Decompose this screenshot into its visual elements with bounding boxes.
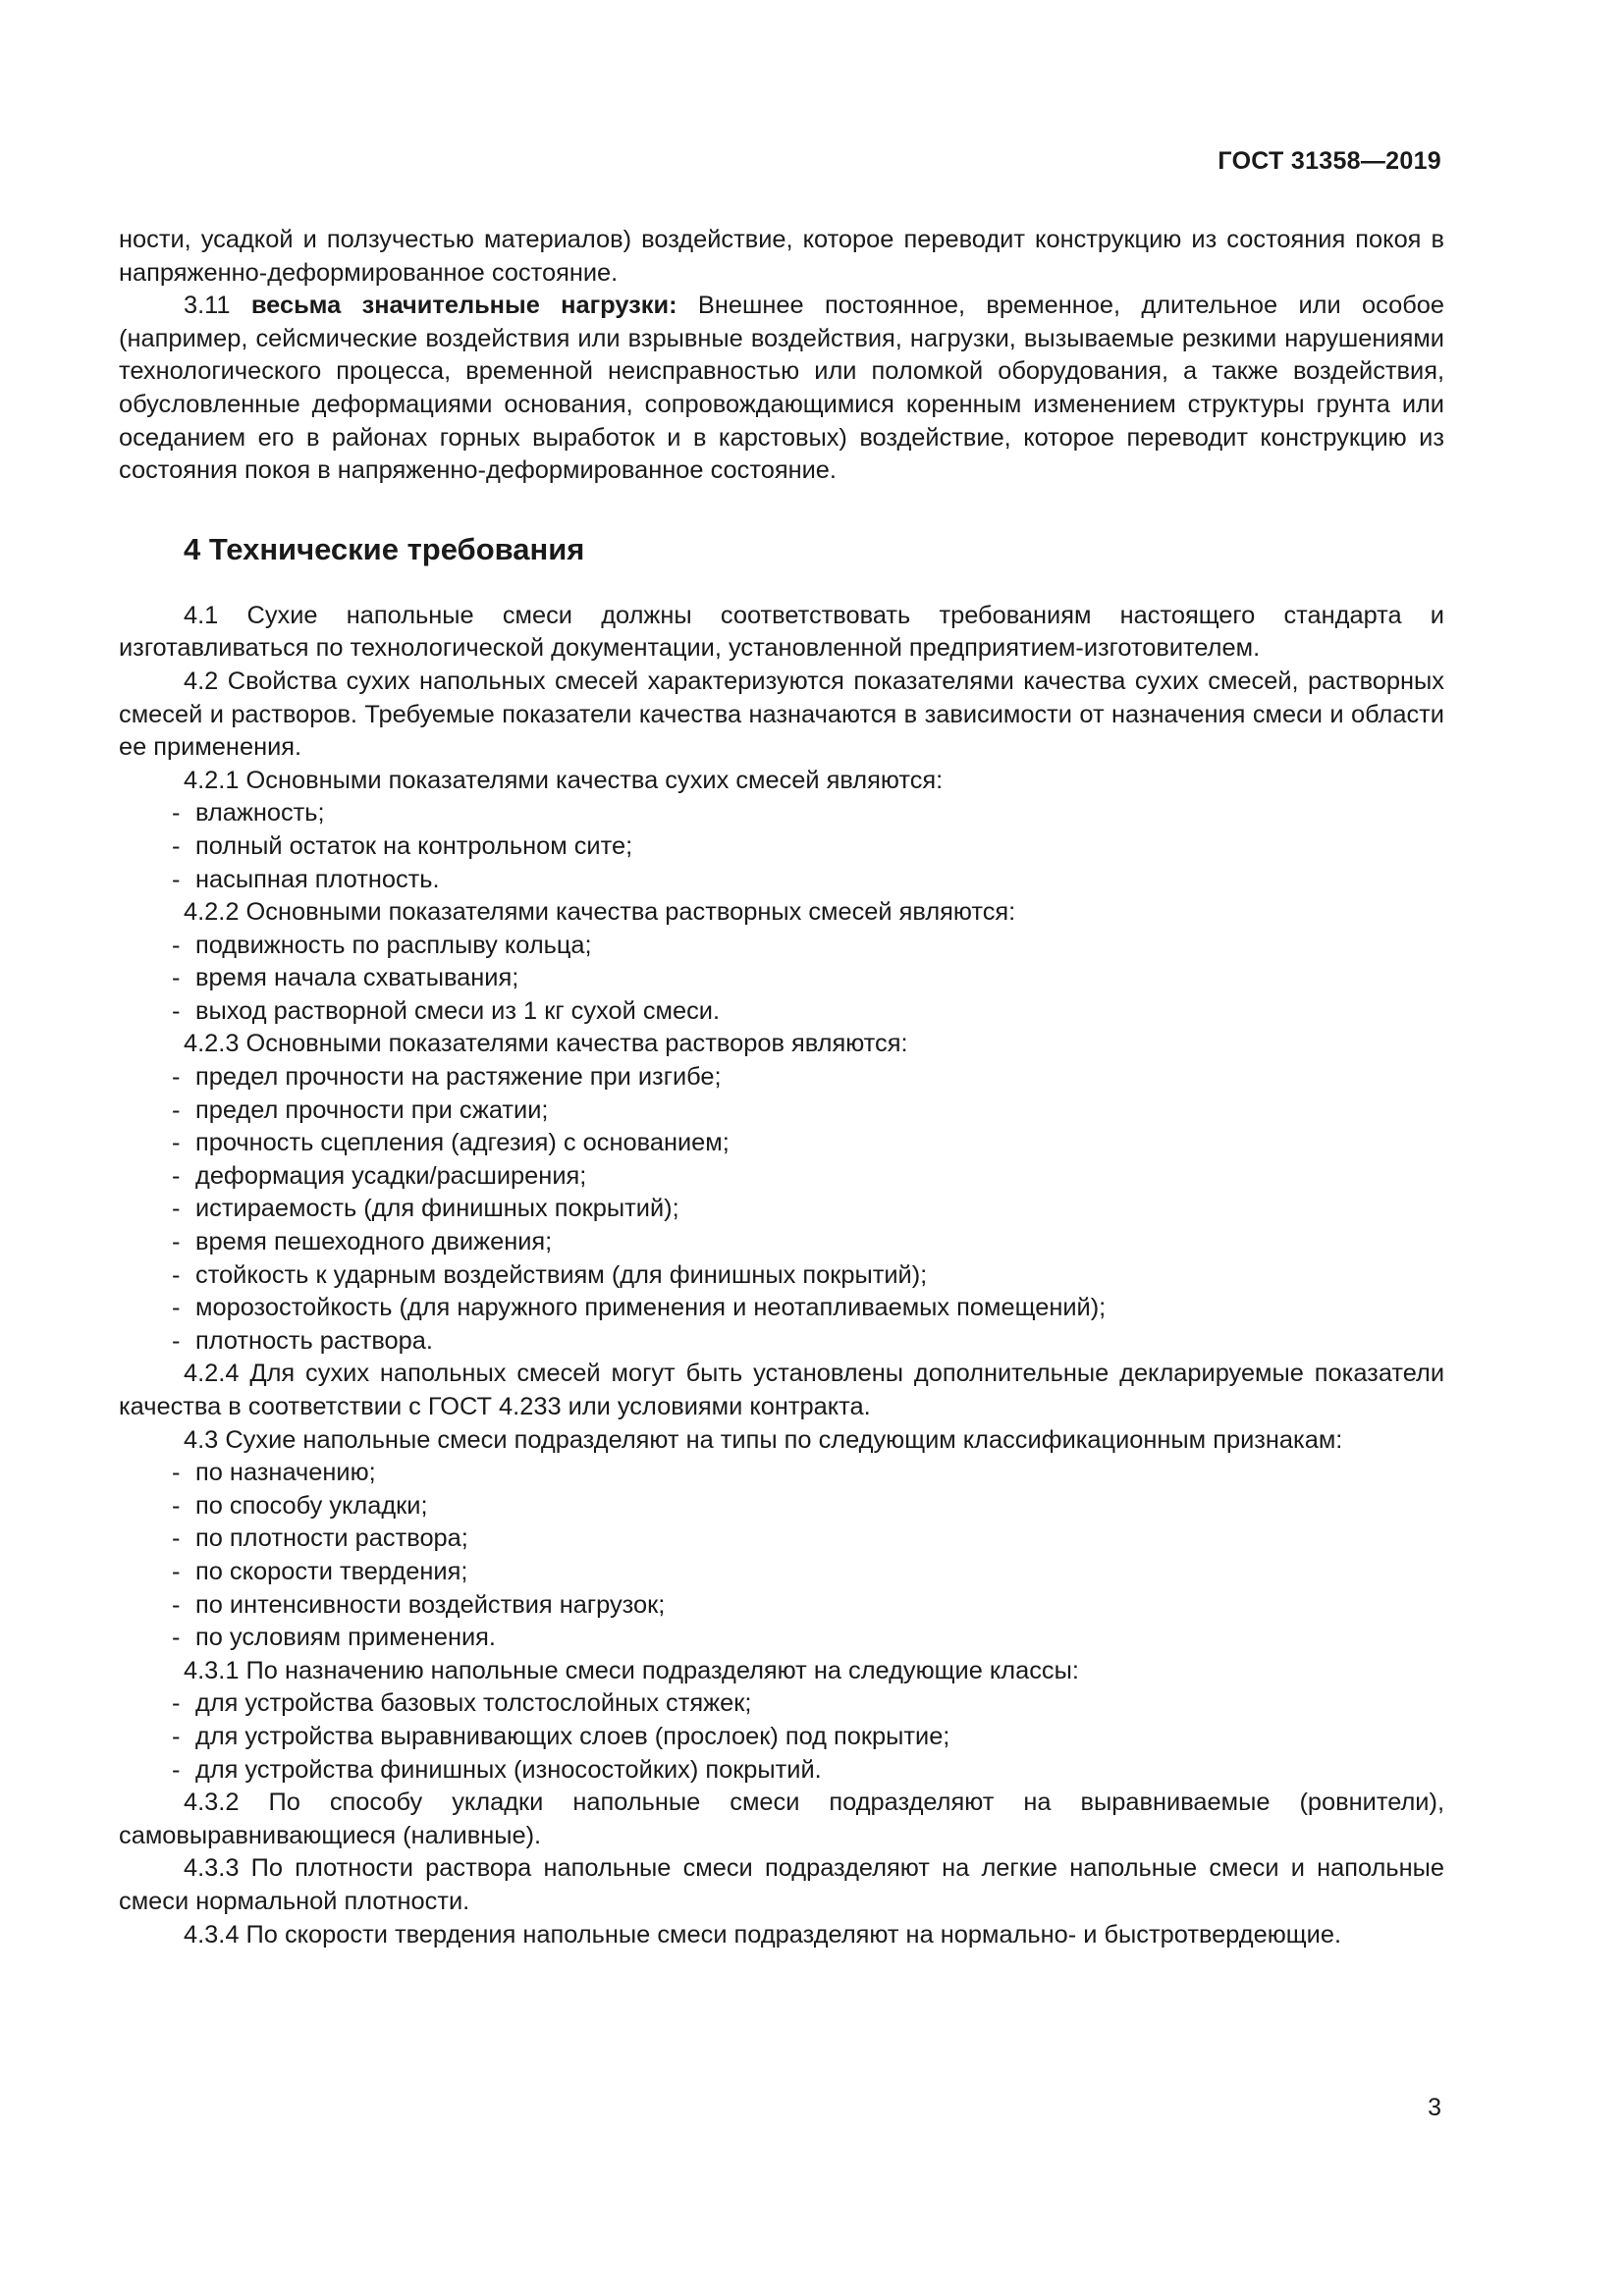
list-item: - плотность раствора. xyxy=(172,1326,433,1355)
list-item: - истираемость (для финишных покрытий); xyxy=(172,1195,679,1223)
list-item: - по способу укладки; xyxy=(172,1491,428,1520)
list-item: - время пешеходного движения; xyxy=(172,1228,553,1256)
list-item: - влажность; xyxy=(172,799,325,828)
list-item: - по назначению; xyxy=(172,1459,376,1487)
paragraph-4-3-4: 4.3.4 По скорости твердения напольные смеси подразделяют на нормально- и быстротвердеющие. xyxy=(184,1920,1342,1949)
paragraph-4-2-3: 4.2.3 Основными показателями качества растворов являются: xyxy=(184,1030,908,1058)
list-item: - для устройства базовых толстослойных стяжек; xyxy=(172,1689,752,1718)
clause-term: весьма значительные нагрузки: xyxy=(250,292,677,320)
paragraph-4-3-2: 4.3.2 По способу укладки напольные смеси подразделяют на выравниваемые (ровнители), самовыравнивающиеся (наливные). xyxy=(119,1789,1444,1849)
paragraph-4-3-1: 4.3.1 По назначению напольные смеси подразделяют на следующие классы: xyxy=(184,1656,1079,1684)
clause-3-11 xyxy=(119,290,1444,488)
paragraph-4-3-3: 4.3.3 По плотности раствора напольные смеси подразделяют на легкие напольные смеси и напольные смеси нормальной плотности. xyxy=(119,1854,1444,1915)
list-item: - стойкость к ударным воздействиям (для финишных покрытий); xyxy=(172,1260,928,1289)
paragraph-4-2: 4.2 Свойства сухих напольных смесей характеризуются показателями качества сухих смесей, растворных смесей и растворов. Требуемые показатели качества назначаются в зависимости от назначения смеси и области ее применения. xyxy=(119,667,1444,762)
list-item: - время начала схватывания; xyxy=(172,964,519,992)
list-item: - полный остаток на контрольном сите; xyxy=(172,831,633,860)
list-item: - морозостойкость (для наружного применения и неотапливаемых помещений); xyxy=(172,1294,1107,1322)
list-item: - предел прочности на растяжение при изгибе; xyxy=(172,1063,722,1092)
paragraph-4-3: 4.3 Сухие напольные смеси подразделяют на типы по следующим классификационным признакам: xyxy=(184,1425,1343,1454)
list-item: - для устройства выравнивающих слоев (прослоек) под покрытие; xyxy=(172,1722,950,1750)
list-item: - подвижность по расплыву кольца; xyxy=(172,931,592,959)
list-item: - выход растворной смеси из 1 кг сухой смеси. xyxy=(172,996,721,1025)
list-item: - по скорости твердения; xyxy=(172,1557,468,1585)
paragraph-4-2-4: 4.2.4 Для сухих напольных смесей могут быть установлены дополнительные декларируемые показатели качества в соответствии с ГОСТ 4.233 или условиями контракта. xyxy=(119,1360,1444,1420)
continuation-paragraph: ности, усадкой и ползучестью материалов) воздействие, которое переводит конструкцию из состояния покоя в напряженно-деформированное состояние. xyxy=(119,226,1444,287)
paragraph-4-2-2: 4.2.2 Основными показателями качества растворных смесей являются: xyxy=(184,898,1016,927)
page-number: 3 xyxy=(1428,2094,1441,2121)
document-body xyxy=(119,224,1444,1951)
clause-text: Внешнее постоянное, временное, длительное или особое (например, сейсмические воздействия или взрывные воздействия, нагрузки, вызываемые резкими нарушениями технологического процесса, временной неисправностью или поломкой оборудования, а также воздействия, обусловленные деформациями основания, сопровождающимися коренным изменением структуры грунта или оседанием его в районах горных выработок и в карстовых) воздействие, которое переводит конструкцию из состояния покоя в напряженно-деформированное состояние. xyxy=(119,292,1444,485)
list-item: - предел прочности при сжатии; xyxy=(172,1095,549,1124)
paragraph-4-2-1: 4.2.1 Основными показателями качества сухих смесей являются: xyxy=(184,766,944,794)
document-code: ГОСТ 31358—2019 xyxy=(1218,147,1441,175)
list-item: - насыпная плотность. xyxy=(172,865,440,893)
section-title: 4 Технические требования xyxy=(184,531,585,566)
paragraph-4-1: 4.1 Сухие напольные смеси должны соответствовать требованиям настоящего стандарта и изготавливаться по технологической документации, установленной предприятием-изготовителем. xyxy=(119,601,1444,663)
list-item: - деформация усадки/расширения; xyxy=(172,1161,587,1190)
list-item: - по плотности раствора; xyxy=(172,1524,468,1553)
list-item: - для устройства финишных (износостойких) покрытий. xyxy=(172,1755,822,1784)
list-item: - по условиям применения. xyxy=(172,1624,496,1652)
list-item: - прочность сцепления (адгезия) с основанием; xyxy=(172,1129,730,1157)
list-item: - по интенсивности воздействия нагрузок; xyxy=(172,1590,666,1619)
clause-number: 3.11 xyxy=(184,292,231,320)
